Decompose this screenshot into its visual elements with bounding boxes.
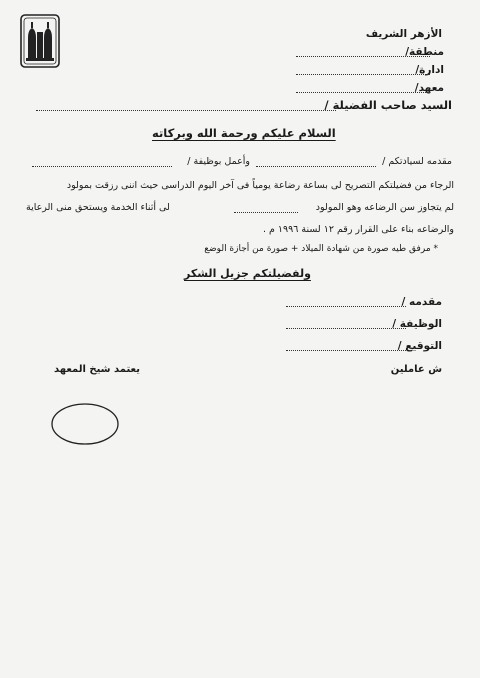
body-line-2-start: لم يتجاوز سن الرضاعه وهو المولود <box>315 202 454 213</box>
footer-affairs: ش عاملين <box>390 364 442 375</box>
footer-approval: يعتمد شيخ المعهد <box>54 364 140 375</box>
sig-signature-field[interactable] <box>286 350 406 351</box>
sig-submitter-field[interactable] <box>286 306 406 307</box>
submitted-by-field[interactable] <box>256 166 376 167</box>
institute-label: معهد/ <box>414 82 444 94</box>
al-azhar-logo-icon <box>20 14 60 68</box>
sig-signature-label: التوقيع / <box>397 340 442 352</box>
submitted-by-label: مقدمه لسيادتكم / <box>382 156 452 167</box>
sig-submitter-label: مقدمه / <box>401 296 442 308</box>
admin-label: ادارة/ <box>415 64 444 76</box>
job-field[interactable] <box>32 166 172 167</box>
institute-field[interactable] <box>296 92 430 93</box>
addressee-label: السيد صاحب الفضيلة / <box>324 98 452 112</box>
body-line-3: والرضاعه بناء على القرار رقم ١٢ لسنة ١٩٩٦ م . <box>262 224 454 235</box>
addressee-field[interactable] <box>36 110 336 111</box>
region-label: منطقة/ <box>405 46 444 58</box>
thanks-line: ولفضيلتكم جزيل الشكر <box>184 267 311 280</box>
attachment-note: * مرفق طيه صورة من شهادة الميلاد + صورة من أجازة الوضع <box>204 244 438 254</box>
job-label: وأعمل بوظيفة / <box>187 156 250 167</box>
greeting: السلام عليكم ورحمة الله وبركاته <box>152 126 336 140</box>
sig-job-field[interactable] <box>286 328 406 329</box>
newborn-name-field[interactable] <box>234 212 298 213</box>
region-field[interactable] <box>296 56 430 57</box>
body-line-1: الرجاء من فضيلتكم التصريح لى بساعة رضاعة يومياً فى آخر اليوم الدراسى حيث اننى رزقت بمولود <box>66 180 454 191</box>
admin-field[interactable] <box>296 74 430 75</box>
stamp-oval-icon <box>50 402 120 446</box>
org-name: الأزهر الشريف <box>365 28 442 40</box>
body-line-2-end: لى أثناء الخدمة ويستحق منى الرعاية <box>26 202 170 213</box>
sig-job-label: الوظيفة / <box>392 318 442 330</box>
